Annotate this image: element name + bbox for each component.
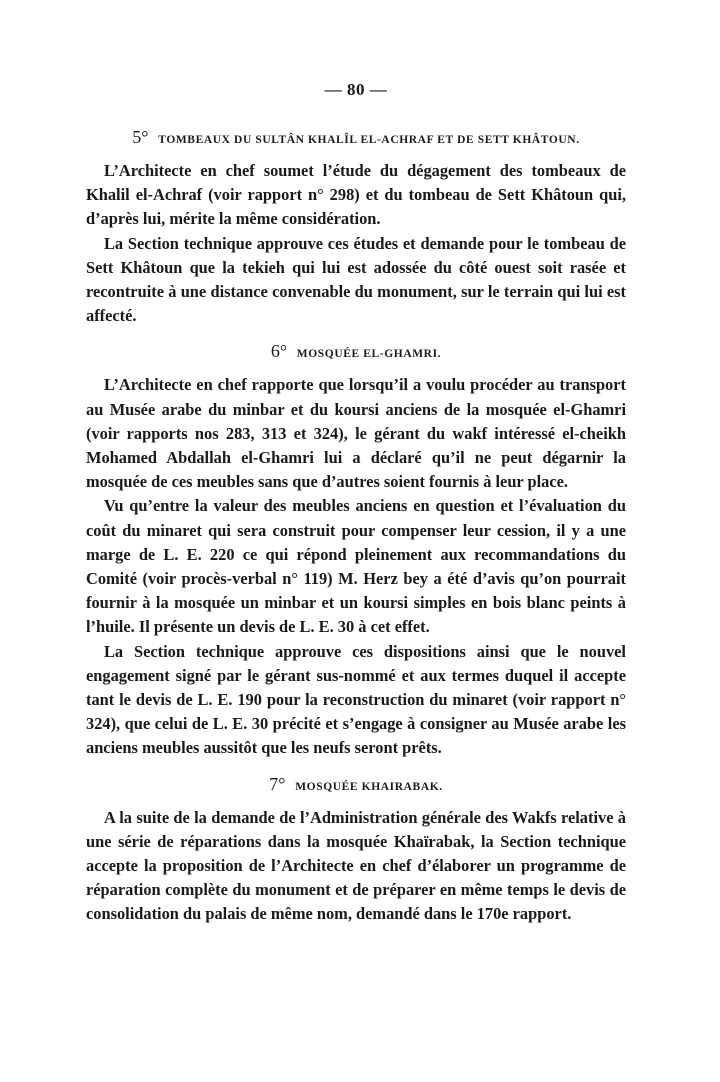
section-6 xyxy=(86,340,626,760)
section-5 xyxy=(86,126,626,328)
page-number: — 80 — xyxy=(324,80,388,99)
section-number: 7° xyxy=(269,773,286,794)
section-number: 6° xyxy=(270,341,288,362)
section-title: MOSQUÉE KHAIRABAK. xyxy=(295,780,443,793)
section-heading xyxy=(86,340,626,365)
paragraph: L’Architecte en chef rapporte que lorsqu’il a voulu procéder au transport au Musée arabe du minbar et du koursi anciens de la mosquée el-Ghamri (voir rapports nos 283, 313 et 324), le gérant du wakf intéressé el-cheikh Mohamed Abdallah el-Ghamri lui a déclaré qu’il ne peut dégarnir la mosquée de ces meubles sans que d’autres soient fournis à leur place. xyxy=(86,375,626,492)
section-heading xyxy=(86,126,626,151)
section-number: 5° xyxy=(132,127,149,147)
paragraph: L’Architecte en chef soumet l’étude du dégagement des tombeaux de Khalil el-Achraf (voir rapport n° 298) et du tombeau de Sett Khâtoun qui, d’après lui, mérite la même considération. xyxy=(86,161,626,229)
section-title: TOMBEAUX DU SULTÂN KHALÎL EL-ACHRAF ET DE SETT KHÂTOUN. xyxy=(158,134,580,146)
paragraph: Vu qu’entre la valeur des meubles anciens en question et l’évaluation du coût du minaret qui sera construit pour compenser leur cession, il y a une marge de L. E. 220 ce qui répond pleinement aux recommandations du Comité (voir procès-verbal n° 119) M. Herz bey a été d’avis qu’on pourrait fournir à la mosquée un minbar et un koursi simples en bois blanc peints à l’huile. Il présente un devis de L. E. 30 à cet effet. xyxy=(86,496,626,637)
section-7 xyxy=(86,773,626,927)
paragraph: La Section technique approuve ces dispositions ainsi que le nouvel engagement signé par le gérant sus-nommé et aux termes duquel il accepte tant le devis de L. E. 190 pour la reconstruction du minaret (voir rapport n° 324), que celui de L. E. 30 précité et s’engage à consigner au Musée arabe les anciens meubles aussitôt que les neufs seront prêts. xyxy=(86,641,626,758)
section-heading xyxy=(86,773,626,798)
document-page xyxy=(86,80,626,939)
paragraph: A la suite de la demande de l’Administration générale des Wakfs relative à une série de réparations dans la mosquée Khaïrabak, la Section technique accepte la proposition de l’Architecte en chef d’élaborer un programme de réparation complète du monument et de préparer en même temps le devis de consolidation du palais de même nom, demandé dans le 170e rapport. xyxy=(86,807,626,924)
paragraph: La Section technique approuve ces études et demande pour le tombeau de Sett Khâtoun que la tekieh qui lui est adossée du côté ouest soit rasée et recontruite à une distance convenable du monument, sur le terrain qui lui est affecté. xyxy=(86,233,626,326)
section-title: MOSQUÉE EL-GHAMRI. xyxy=(296,348,442,361)
